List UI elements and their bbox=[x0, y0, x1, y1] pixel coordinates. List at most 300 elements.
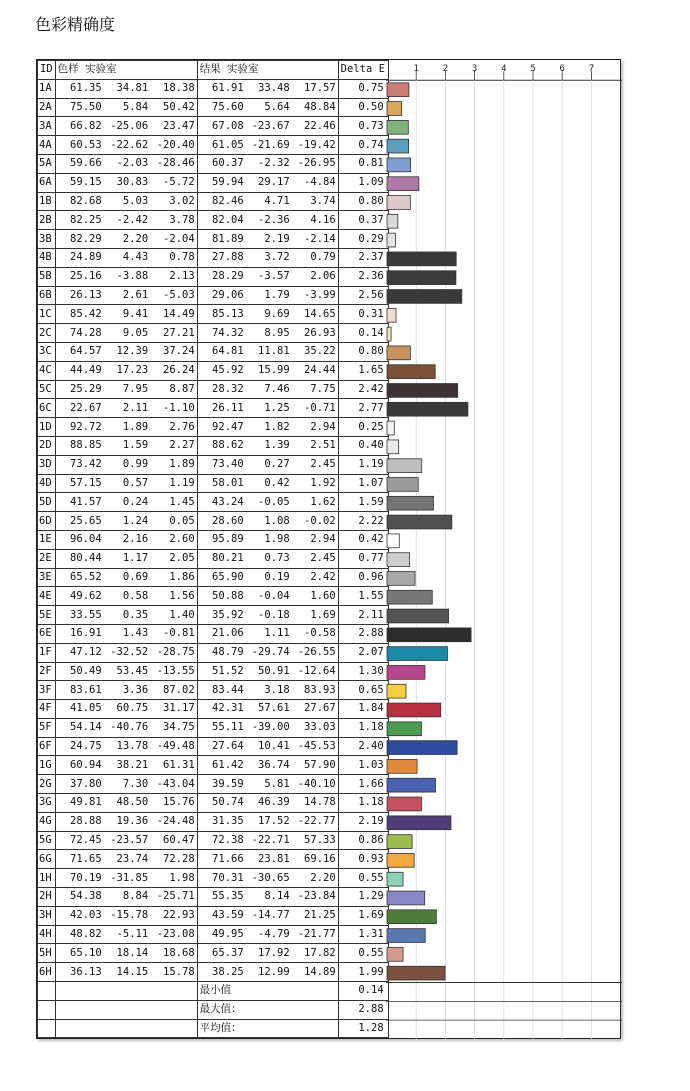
lab-b-value: -45.53 bbox=[297, 740, 336, 753]
sample-lab-values bbox=[55, 380, 197, 399]
lab-l-value: 43.59 bbox=[212, 909, 244, 922]
summary-row bbox=[38, 1000, 389, 1019]
table-row bbox=[38, 342, 389, 361]
lab-a-value: -21.69 bbox=[251, 138, 290, 151]
lab-b-value: 34.75 bbox=[163, 721, 195, 734]
lab-b-value: -4.84 bbox=[304, 176, 336, 189]
table-row bbox=[38, 154, 389, 173]
lab-l-value: 61.05 bbox=[212, 138, 244, 151]
lab-l-value: 51.52 bbox=[212, 664, 244, 677]
delta-e-value: 2.77 bbox=[338, 399, 388, 418]
lab-b-value: 0.78 bbox=[169, 251, 195, 264]
delta-e-bar-6C bbox=[387, 402, 468, 416]
table-row bbox=[38, 831, 389, 850]
lab-b-value: 1.40 bbox=[169, 608, 195, 621]
delta-e-value: 1.03 bbox=[338, 756, 388, 775]
lab-b-value: -5.72 bbox=[163, 176, 195, 189]
table-row bbox=[38, 248, 389, 267]
lab-a-value: 60.75 bbox=[116, 702, 149, 715]
lab-l-value: 55.35 bbox=[212, 890, 244, 903]
lab-a-value: 3.72 bbox=[264, 251, 290, 264]
table-row bbox=[38, 192, 389, 211]
lab-l-value: 44.49 bbox=[70, 364, 102, 377]
table-row bbox=[38, 324, 389, 343]
lab-b-value: 18.68 bbox=[163, 946, 195, 959]
delta-e-value: 1.29 bbox=[338, 888, 388, 907]
patch-id: 1A bbox=[38, 79, 56, 98]
header-id: ID bbox=[38, 61, 56, 80]
lab-b-value: 24.44 bbox=[304, 364, 336, 377]
lab-l-value: 61.35 bbox=[70, 82, 102, 95]
delta-e-bar-1G bbox=[387, 759, 417, 773]
tick-label: 7 bbox=[588, 64, 595, 75]
lab-a-value: 15.99 bbox=[258, 364, 290, 377]
sample-lab-values bbox=[55, 568, 197, 587]
delta-e-value: 1.55 bbox=[338, 587, 388, 606]
lab-a-value: -39.00 bbox=[251, 721, 290, 734]
lab-a-value: 12.39 bbox=[116, 345, 149, 358]
lab-a-value: 23.81 bbox=[258, 852, 290, 865]
delta-e-bar-4D bbox=[387, 478, 418, 492]
sample-lab-values bbox=[55, 154, 197, 173]
delta-e-value: 1.65 bbox=[338, 361, 388, 380]
lab-b-value: 14.49 bbox=[163, 307, 195, 320]
patch-id: 5E bbox=[38, 606, 56, 625]
lab-l-value: 39.59 bbox=[212, 777, 244, 790]
patch-id: 5A bbox=[38, 154, 56, 173]
table-row bbox=[38, 606, 389, 625]
delta-e-value: 2.36 bbox=[338, 267, 388, 286]
lab-l-value: 82.04 bbox=[212, 213, 244, 226]
table-row bbox=[38, 963, 389, 982]
lab-a-value: 1.11 bbox=[264, 627, 290, 640]
delta-e-bar-1A bbox=[387, 83, 409, 97]
result-lab-values bbox=[197, 568, 338, 587]
lab-l-value: 58.01 bbox=[212, 476, 244, 489]
summary-empty bbox=[38, 1000, 56, 1019]
delta-e-bar-1D bbox=[387, 421, 394, 435]
lab-l-value: 72.45 bbox=[70, 834, 102, 847]
sample-lab-values bbox=[55, 136, 197, 155]
delta-e-bar-4F bbox=[387, 703, 441, 717]
lab-b-value: 2.27 bbox=[169, 439, 195, 452]
patch-id: 5H bbox=[38, 944, 56, 963]
lab-a-value: 8.14 bbox=[264, 890, 290, 903]
patch-id: 2B bbox=[38, 211, 56, 230]
tick-label: 4 bbox=[501, 64, 507, 75]
lab-b-value: 4.16 bbox=[310, 213, 336, 226]
delta-e-bar-1C bbox=[387, 308, 396, 322]
lab-a-value: -2.42 bbox=[116, 213, 149, 226]
lab-b-value: -43.04 bbox=[156, 777, 195, 790]
lab-b-value: -28.46 bbox=[156, 157, 195, 170]
lab-a-value: 46.39 bbox=[258, 796, 290, 809]
lab-a-value: -3.57 bbox=[258, 270, 290, 283]
table-row bbox=[38, 361, 389, 380]
lab-b-value: 50.42 bbox=[163, 100, 195, 113]
delta-e-value: 0.77 bbox=[338, 549, 388, 568]
lab-b-value: 8.87 bbox=[169, 382, 195, 395]
lab-a-value: -3.88 bbox=[116, 270, 149, 283]
lab-a-value: 2.11 bbox=[122, 401, 149, 414]
lab-b-value: -22.77 bbox=[297, 815, 336, 828]
patch-id: 4D bbox=[38, 474, 56, 493]
sample-lab-values bbox=[55, 79, 197, 98]
delta-e-bar-2C bbox=[387, 327, 391, 341]
lab-l-value: 50.74 bbox=[212, 796, 244, 809]
lab-a-value: 1.82 bbox=[264, 420, 290, 433]
result-lab-values bbox=[197, 380, 338, 399]
lab-a-value: -29.74 bbox=[251, 646, 290, 659]
result-lab-values bbox=[197, 230, 338, 249]
delta-e-value: 2.42 bbox=[338, 380, 388, 399]
lab-b-value: 22.93 bbox=[163, 909, 195, 922]
patch-id: 2G bbox=[38, 775, 56, 794]
lab-l-value: 70.31 bbox=[212, 871, 244, 884]
lab-l-value: 16.91 bbox=[70, 627, 102, 640]
delta-e-bar-5F bbox=[387, 722, 421, 736]
table-row bbox=[38, 775, 389, 794]
lab-b-value: -40.10 bbox=[297, 777, 336, 790]
sample-lab-values bbox=[55, 700, 197, 719]
result-lab-values bbox=[197, 474, 338, 493]
tick-label: 3 bbox=[471, 64, 478, 75]
lab-a-value: -2.32 bbox=[258, 157, 290, 170]
table-row bbox=[38, 98, 389, 117]
lab-b-value: 1.62 bbox=[310, 495, 336, 508]
delta-e-value: 0.14 bbox=[338, 324, 388, 343]
delta-e-bar-6H bbox=[387, 966, 445, 980]
lab-b-value: 7.75 bbox=[310, 382, 336, 395]
patch-id: 6C bbox=[38, 399, 56, 418]
lab-a-value: 5.64 bbox=[264, 100, 290, 113]
lab-l-value: 74.28 bbox=[70, 326, 102, 339]
sample-lab-values bbox=[55, 267, 197, 286]
lab-l-value: 48.79 bbox=[212, 646, 244, 659]
delta-e-bar-3D bbox=[387, 459, 422, 473]
lab-a-value: -23.57 bbox=[110, 834, 149, 847]
delta-e-bar-6F bbox=[387, 741, 457, 755]
delta-e-value: 0.81 bbox=[338, 154, 388, 173]
lab-l-value: 29.06 bbox=[212, 288, 244, 301]
lab-b-value: 2.76 bbox=[169, 420, 195, 433]
delta-e-bar-5E bbox=[387, 609, 449, 623]
lab-l-value: 82.68 bbox=[70, 194, 102, 207]
lab-a-value: -0.05 bbox=[258, 495, 290, 508]
patch-id: 1F bbox=[38, 643, 56, 662]
lab-a-value: 23.74 bbox=[116, 852, 149, 865]
lab-l-value: 80.21 bbox=[212, 552, 244, 565]
lab-l-value: 38.25 bbox=[212, 965, 244, 978]
lab-a-value: 2.19 bbox=[264, 232, 290, 245]
lab-b-value: 48.84 bbox=[304, 100, 336, 113]
lab-l-value: 72.38 bbox=[212, 834, 244, 847]
lab-l-value: 67.08 bbox=[212, 119, 244, 132]
result-lab-values bbox=[197, 512, 338, 531]
sample-lab-values bbox=[55, 850, 197, 869]
delta-e-value: 1.99 bbox=[338, 963, 388, 982]
lab-l-value: 71.66 bbox=[212, 852, 244, 865]
summary-empty bbox=[38, 982, 56, 1001]
table-row bbox=[38, 436, 389, 455]
sample-lab-values bbox=[55, 530, 197, 549]
lab-l-value: 24.89 bbox=[70, 251, 102, 264]
delta-e-bar-4C bbox=[387, 365, 435, 379]
result-lab-values bbox=[197, 963, 338, 982]
patch-id: 6G bbox=[38, 850, 56, 869]
lab-a-value: 3.18 bbox=[264, 683, 290, 696]
sample-lab-values bbox=[55, 474, 197, 493]
delta-e-value: 0.29 bbox=[338, 230, 388, 249]
sample-lab-values bbox=[55, 718, 197, 737]
lab-l-value: 26.11 bbox=[212, 401, 244, 414]
table-row bbox=[38, 869, 389, 888]
delta-e-bar-3F bbox=[387, 684, 406, 698]
lab-b-value: 14.78 bbox=[304, 796, 336, 809]
color-accuracy-table bbox=[37, 60, 389, 1038]
lab-a-value: 1.89 bbox=[122, 420, 149, 433]
table-row bbox=[38, 399, 389, 418]
delta-e-bar-1H bbox=[387, 872, 403, 886]
lab-b-value: 2.45 bbox=[310, 552, 336, 565]
lab-a-value: -25.06 bbox=[110, 119, 149, 132]
delta-e-bar-5A bbox=[387, 158, 411, 172]
lab-b-value: 2.05 bbox=[169, 552, 195, 565]
delta-e-bar-2E bbox=[387, 553, 409, 567]
sample-lab-values bbox=[55, 925, 197, 944]
lab-l-value: 45.92 bbox=[212, 364, 244, 377]
sample-lab-values bbox=[55, 248, 197, 267]
sample-lab-values bbox=[55, 418, 197, 437]
delta-e-value: 1.66 bbox=[338, 775, 388, 794]
lab-a-value: 14.15 bbox=[116, 965, 149, 978]
patch-id: 2H bbox=[38, 888, 56, 907]
lab-a-value: 9.69 bbox=[264, 307, 290, 320]
summary-empty bbox=[55, 1000, 197, 1019]
lab-b-value: -0.71 bbox=[304, 401, 336, 414]
table-row bbox=[38, 568, 389, 587]
result-lab-values bbox=[197, 117, 338, 136]
lab-a-value: 17.92 bbox=[258, 946, 290, 959]
lab-a-value: 48.50 bbox=[116, 796, 149, 809]
lab-l-value: 60.53 bbox=[70, 138, 102, 151]
table-row bbox=[38, 624, 389, 643]
lab-l-value: 65.90 bbox=[212, 570, 244, 583]
lab-a-value: 17.23 bbox=[116, 364, 149, 377]
delta-e-value: 0.50 bbox=[338, 98, 388, 117]
patch-id: 1H bbox=[38, 869, 56, 888]
lab-b-value: 69.16 bbox=[304, 852, 336, 865]
lab-b-value: -28.75 bbox=[156, 646, 195, 659]
lab-a-value: 10.41 bbox=[258, 740, 290, 753]
result-lab-values bbox=[197, 850, 338, 869]
delta-e-value: 0.31 bbox=[338, 305, 388, 324]
sample-lab-values bbox=[55, 173, 197, 192]
lab-a-value: 0.69 bbox=[122, 570, 149, 583]
lab-b-value: 2.06 bbox=[310, 270, 336, 283]
table-row bbox=[38, 512, 389, 531]
lab-a-value: -2.03 bbox=[116, 157, 149, 170]
delta-e-bar-5G bbox=[387, 835, 412, 849]
lab-b-value: -25.71 bbox=[156, 890, 195, 903]
lab-l-value: 21.06 bbox=[212, 627, 244, 640]
sample-lab-values bbox=[55, 230, 197, 249]
patch-id: 3C bbox=[38, 342, 56, 361]
lab-l-value: 65.37 bbox=[212, 946, 244, 959]
delta-e-value: 0.40 bbox=[338, 436, 388, 455]
patch-id: 3G bbox=[38, 794, 56, 813]
table-row bbox=[38, 888, 389, 907]
delta-e-bar-1E bbox=[387, 534, 399, 548]
lab-b-value: 1.89 bbox=[169, 458, 195, 471]
patch-id: 1C bbox=[38, 305, 56, 324]
summary-empty bbox=[38, 1019, 56, 1038]
lab-l-value: 25.29 bbox=[70, 382, 102, 395]
delta-e-bar-chart bbox=[386, 60, 622, 1040]
lab-b-value: 33.03 bbox=[304, 721, 336, 734]
result-lab-values bbox=[197, 925, 338, 944]
lab-l-value: 73.42 bbox=[70, 458, 102, 471]
patch-id: 3A bbox=[38, 117, 56, 136]
lab-a-value: 7.95 bbox=[122, 382, 149, 395]
lab-a-value: -40.76 bbox=[110, 721, 149, 734]
delta-e-value: 1.18 bbox=[338, 794, 388, 813]
lab-b-value: 14.89 bbox=[304, 965, 336, 978]
delta-e-bar-2D bbox=[387, 440, 399, 454]
lab-l-value: 65.10 bbox=[70, 946, 102, 959]
lab-l-value: 49.62 bbox=[70, 589, 102, 602]
delta-e-value: 0.93 bbox=[338, 850, 388, 869]
patch-id: 5G bbox=[38, 831, 56, 850]
delta-e-bar-6B bbox=[387, 290, 462, 304]
delta-e-bar-4B bbox=[387, 252, 456, 266]
delta-e-bar-3A bbox=[387, 120, 408, 134]
lab-a-value: 0.57 bbox=[122, 476, 149, 489]
lab-b-value: -13.55 bbox=[156, 664, 195, 677]
lab-a-value: 5.03 bbox=[122, 194, 149, 207]
lab-b-value: 0.05 bbox=[169, 514, 195, 527]
delta-e-bar-2H bbox=[387, 891, 425, 905]
table-row bbox=[38, 380, 389, 399]
sample-lab-values bbox=[55, 192, 197, 211]
lab-a-value: 1.39 bbox=[264, 439, 290, 452]
lab-b-value: -23.84 bbox=[297, 890, 336, 903]
patch-id: 6D bbox=[38, 512, 56, 531]
lab-a-value: 9.05 bbox=[122, 326, 149, 339]
lab-l-value: 28.60 bbox=[212, 514, 244, 527]
lab-b-value: 2.20 bbox=[310, 871, 336, 884]
lab-b-value: 1.98 bbox=[169, 871, 195, 884]
patch-id: 4A bbox=[38, 136, 56, 155]
lab-a-value: 33.48 bbox=[258, 82, 290, 95]
lab-a-value: -23.67 bbox=[251, 119, 290, 132]
patch-id: 2F bbox=[38, 662, 56, 681]
summary-row bbox=[38, 1019, 389, 1038]
lab-b-value: 3.02 bbox=[169, 194, 195, 207]
sample-lab-values bbox=[55, 436, 197, 455]
delta-e-bar-5H bbox=[387, 947, 403, 961]
lab-b-value: 35.22 bbox=[304, 345, 336, 358]
result-lab-values bbox=[197, 98, 338, 117]
delta-e-bar-1F bbox=[387, 647, 447, 661]
lab-l-value: 49.95 bbox=[212, 928, 244, 941]
lab-l-value: 27.88 bbox=[212, 251, 244, 264]
lab-a-value: -22.62 bbox=[110, 138, 149, 151]
lab-b-value: -2.14 bbox=[304, 232, 336, 245]
tick-label: 1 bbox=[413, 64, 419, 75]
result-lab-values bbox=[197, 775, 338, 794]
sample-lab-values bbox=[55, 211, 197, 230]
patch-id: 4E bbox=[38, 587, 56, 606]
delta-e-value: 1.31 bbox=[338, 925, 388, 944]
summary-empty bbox=[55, 1019, 197, 1038]
patch-id: 3H bbox=[38, 906, 56, 925]
result-lab-values bbox=[197, 154, 338, 173]
lab-b-value: 15.76 bbox=[163, 796, 195, 809]
patch-id: 1D bbox=[38, 418, 56, 437]
lab-l-value: 42.03 bbox=[70, 909, 102, 922]
lab-l-value: 83.61 bbox=[70, 683, 102, 696]
result-lab-values bbox=[197, 549, 338, 568]
delta-e-value: 0.74 bbox=[338, 136, 388, 155]
table-row bbox=[38, 643, 389, 662]
lab-b-value: 1.60 bbox=[310, 589, 336, 602]
lab-l-value: 49.81 bbox=[70, 796, 102, 809]
sample-lab-values bbox=[55, 775, 197, 794]
sample-lab-values bbox=[55, 737, 197, 756]
delta-e-value: 0.37 bbox=[338, 211, 388, 230]
patch-id: 6H bbox=[38, 963, 56, 982]
patch-id: 4F bbox=[38, 700, 56, 719]
lab-l-value: 28.29 bbox=[212, 270, 244, 283]
sample-lab-values bbox=[55, 305, 197, 324]
result-lab-values bbox=[197, 342, 338, 361]
lab-b-value: 1.45 bbox=[169, 495, 195, 508]
lab-b-value: 72.28 bbox=[163, 852, 195, 865]
lab-a-value: -0.18 bbox=[258, 608, 290, 621]
lab-b-value: -21.77 bbox=[297, 928, 336, 941]
lab-b-value: 60.47 bbox=[163, 834, 195, 847]
tick-label: 6 bbox=[559, 64, 565, 75]
delta-e-value: 1.84 bbox=[338, 700, 388, 719]
lab-l-value: 50.88 bbox=[212, 589, 244, 602]
sample-lab-values bbox=[55, 399, 197, 418]
lab-l-value: 57.15 bbox=[70, 476, 102, 489]
lab-l-value: 47.12 bbox=[70, 646, 102, 659]
lab-b-value: 17.82 bbox=[304, 946, 336, 959]
lab-b-value: -3.99 bbox=[304, 288, 336, 301]
lab-l-value: 43.24 bbox=[212, 495, 244, 508]
lab-b-value: 2.60 bbox=[169, 533, 195, 546]
table-row bbox=[38, 530, 389, 549]
sample-lab-values bbox=[55, 888, 197, 907]
lab-b-value: -0.81 bbox=[163, 627, 195, 640]
page-title: 色彩精确度 bbox=[35, 15, 116, 34]
result-lab-values bbox=[197, 267, 338, 286]
table-row bbox=[38, 117, 389, 136]
sample-lab-values bbox=[55, 587, 197, 606]
table-row bbox=[38, 136, 389, 155]
result-lab-values bbox=[197, 587, 338, 606]
summary-value: 0.14 bbox=[338, 982, 388, 1001]
delta-e-bar-4E bbox=[387, 590, 432, 604]
lab-a-value: 1.17 bbox=[122, 552, 149, 565]
lab-a-value: 2.20 bbox=[122, 232, 149, 245]
lab-a-value: -31.85 bbox=[110, 871, 149, 884]
delta-e-value: 2.40 bbox=[338, 737, 388, 756]
lab-a-value: 1.25 bbox=[264, 401, 290, 414]
delta-e-value: 2.07 bbox=[338, 643, 388, 662]
